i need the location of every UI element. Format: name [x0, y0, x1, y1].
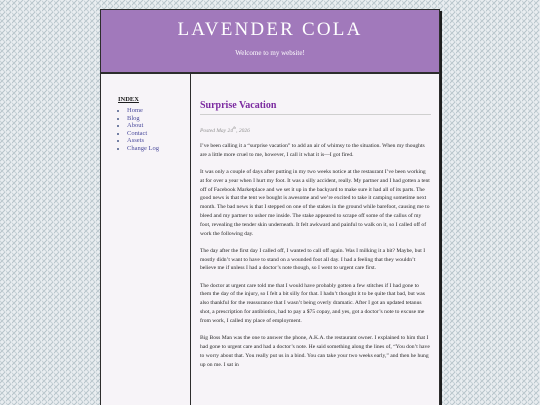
site-header — [101, 10, 439, 74]
nav-link-change-log[interactable]: Change Log — [127, 144, 159, 152]
sidebar-item-contact — [127, 130, 190, 138]
post-title: Surprise Vacation — [200, 100, 431, 115]
post-paragraph: The doctor at urgent care told me that I would have probably gotten a few stitches if I had gone to them the day of the injury, so I felt a bit silly for that. I hadn’t thought it to be quite that bad, but was also thankful for the reassurance that I wasn’t being overly dramatic. After I got an updated tetanus shot, a prescription for antibiotics, had to pay a $75 copay, and yes, got a doctor’s note to excuse me from work, I called my place of employment. — [200, 282, 425, 324]
post-paragraph: It was only a couple of days after putting in my two weeks notice at the restaurant I’ve been working at for over a year when I hurt my foot. It was a silly accident, really. My partner and I had gotten a tent off of Facebook Marketplace and we set it up in the backyard to make sure it had all of its parts. The good news is that the tent we bought is awesome and we’re excited to take it camping sometime next month. The bad news is that I stepped on one of the stakes in the ground while barefoot, causing me to bleed and my partner to usher me inside. The stake appeared to scrape off some of the callus of my foot, revealing the tender skin underneath. It felt awkward and painful to walk on it, so I called off of work the following day. — [200, 168, 430, 237]
post-body — [200, 142, 431, 370]
page-layout — [101, 74, 439, 405]
sidebar-item-assets — [127, 137, 190, 145]
nav-link-assets[interactable]: Assets — [127, 137, 144, 144]
main-content — [192, 74, 439, 405]
sidebar-item-about — [127, 122, 190, 130]
post-date — [200, 125, 431, 134]
nav-link-blog[interactable]: Blog — [127, 114, 140, 122]
nav-link-contact[interactable]: Contact — [127, 129, 148, 137]
post-date-prefix: Posted May 24 — [200, 127, 233, 134]
sidebar-item-home — [127, 107, 190, 115]
site-title: LAVENDER COLA — [177, 19, 363, 40]
post-date-suffix: th — [233, 125, 237, 130]
nav-link-home[interactable]: Home — [127, 107, 143, 114]
post-paragraph: The day after the first day I called off, I wanted to call off again. Was I milking it a bit? Maybe, but I mostly didn’t want to have to stand on a wounded foot all day. I had a feeling that they wouldn’t believe me if unless I had a doctor’s note though, so I went to urgent care first. — [200, 247, 426, 272]
sidebar — [101, 74, 191, 405]
nav-link-about[interactable]: About — [127, 122, 144, 129]
post-date-year: , 2026 — [236, 127, 250, 134]
sidebar-heading: INDEX — [118, 96, 139, 103]
site-tagline: Welcome to my website! — [235, 49, 305, 57]
post-paragraph: I’ve been calling it a “surprise vacation” to add an air of whimsy to the situation. When my thoughts are a little more cruel to me, however, I call it what it is—I got fired. — [200, 142, 425, 158]
post-paragraph: Big Boss Man was the one to answer the phone, A.K.A. the restaurant owner. I explained to him that I had gone to urgent care and had a doctor’s note. He said something along the lines of, “You don’t have to worry about that. You really put us in a bind. You can take your two weeks early,” and then he hung up on me. I sat in — [200, 335, 430, 368]
site-container — [100, 9, 440, 405]
sidebar-item-change-log — [127, 145, 190, 153]
sidebar-nav — [118, 107, 190, 152]
sidebar-item-blog — [127, 115, 190, 123]
